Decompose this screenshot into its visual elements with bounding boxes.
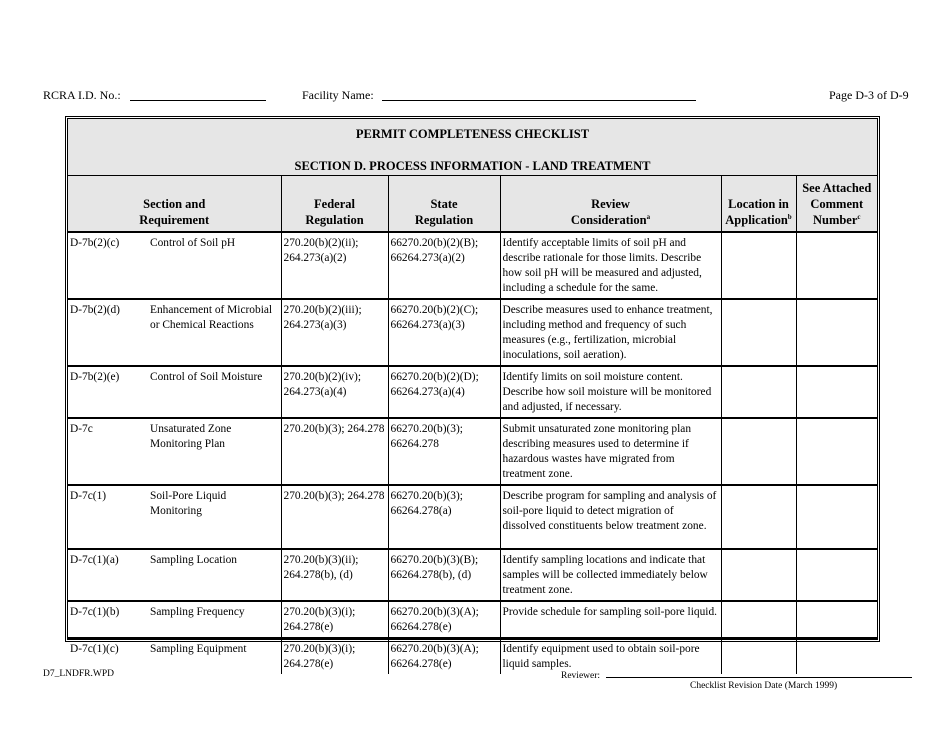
checklist-title-block [68, 119, 877, 176]
requirement-cell [68, 485, 281, 549]
facility-name-field [302, 88, 696, 103]
state-regulation-cell: 66270.20(b)(3); 66264.278(a) [388, 485, 500, 549]
table-header-row [68, 176, 877, 232]
federal-regulation-cell: 270.20(b)(3)(ii); 264.278(b), (d) [281, 549, 388, 601]
state-regulation-cell: 66270.20(b)(2)(D); 66264.273(a)(4) [388, 366, 500, 418]
requirement-name: Enhancement of Microbial or Chemical Reactions [150, 304, 273, 331]
section-code: D-7b(2)(d) [70, 304, 120, 316]
checklist-table [68, 176, 877, 674]
file-name: D7_LNDFR.WPD [43, 669, 114, 679]
federal-regulation-cell: 270.20(b)(2)(iv); 264.273(a)(4) [281, 366, 388, 418]
state-regulation-cell: 66270.20(b)(3); 66264.278 [388, 418, 500, 485]
comment-number-cell[interactable] [796, 549, 877, 601]
requirement-name: Sampling Frequency [150, 606, 245, 618]
requirement-cell [68, 366, 281, 418]
review-consideration-cell: Identify acceptable limits of soil pH and describe rationale for those limits. Describe how soil pH will be measured and adjusted, including a schedule for the same. [500, 232, 721, 299]
location-cell[interactable] [721, 549, 796, 601]
location-cell[interactable] [721, 232, 796, 299]
review-consideration-cell: Submit unsaturated zone monitoring plan describing measures used to determine if hazardous wastes have migrated from treatment zone. [500, 418, 721, 485]
state-regulation-cell: 66270.20(b)(3)(A); 66264.278(e) [388, 638, 500, 674]
review-consideration-cell: Identify equipment used to obtain soil-pore liquid samples. [500, 638, 721, 674]
requirement-name: Unsaturated Zone Monitoring Plan [150, 423, 232, 450]
comment-number-cell[interactable] [796, 418, 877, 485]
federal-regulation-cell: 270.20(b)(2)(ii); 264.273(a)(2) [281, 232, 388, 299]
table-row [68, 232, 877, 299]
review-consideration-cell: Describe measures used to enhance treatment, including method and frequency of such measures (e.g., fertilization, microbial inoculations, soil aeration). [500, 299, 721, 366]
col-review-consideration: Review Consideration$^a$ [500, 176, 721, 232]
review-consideration-cell: Provide schedule for sampling soil-pore liquid. [500, 601, 721, 638]
location-cell[interactable] [721, 366, 796, 418]
table-row [68, 299, 877, 366]
col-location-in-application: Location in Application$^b$ [721, 176, 796, 232]
reviewer-label: Reviewer: [561, 671, 601, 681]
requirement-name: Control of Soil Moisture [150, 371, 263, 383]
comment-number-cell[interactable] [796, 299, 877, 366]
requirement-name: Sampling Location [150, 554, 237, 566]
state-regulation-cell: 66270.20(b)(2)(B); 66264.273(a)(2) [388, 232, 500, 299]
review-consideration-cell: Identify sampling locations and indicate that samples will be collected immediately below treatment zone. [500, 549, 721, 601]
requirement-name: Control of Soil pH [150, 237, 236, 249]
page-number: Page D-3 of D-9 [829, 88, 909, 102]
section-code: D-7b(2)(e) [70, 371, 120, 383]
section-code: D-7c(1)(b) [70, 606, 120, 618]
comment-number-cell[interactable] [796, 485, 877, 549]
location-cell[interactable] [721, 485, 796, 549]
state-regulation-cell: 66270.20(b)(3)(B); 66264.278(b), (d) [388, 549, 500, 601]
requirement-cell [68, 549, 281, 601]
section-code: D-7c(1)(c) [70, 643, 119, 655]
rcra-id-field [43, 88, 266, 103]
table-row [68, 366, 877, 418]
location-cell[interactable] [721, 418, 796, 485]
checklist-title: PERMIT COMPLETENESS CHECKLIST [355, 127, 590, 141]
rcra-id-blank[interactable] [130, 89, 266, 101]
requirement-name: Soil-Pore Liquid Monitoring [150, 490, 227, 517]
federal-regulation-cell: 270.20(b)(3); 264.278 [281, 418, 388, 485]
table-row [68, 601, 877, 638]
federal-regulation-cell: 270.20(b)(3)(i); 264.278(e) [281, 638, 388, 674]
federal-regulation-cell: 270.20(b)(3); 264.278 [281, 485, 388, 549]
requirement-name: Sampling Equipment [150, 643, 247, 655]
col-federal-regulation: Federal Regulation [281, 176, 388, 232]
location-cell[interactable] [721, 601, 796, 638]
federal-regulation-cell: 270.20(b)(2)(iii); 264.273(a)(3) [281, 299, 388, 366]
rcra-id-label: RCRA I.D. No.: [43, 88, 121, 102]
review-consideration-cell: Describe program for sampling and analysis of soil-pore liquid to detect migration of dissolved constituents below treatment zone. [500, 485, 721, 549]
revision-date: Checklist Revision Date (March 1999) [690, 681, 838, 691]
section-code: D-7c(1)(a) [70, 554, 119, 566]
col-state-regulation: State Regulation [388, 176, 500, 232]
requirement-cell [68, 232, 281, 299]
col-section-requirement: Section and Requirement [68, 176, 281, 232]
section-code: D-7c [70, 423, 93, 435]
state-regulation-cell: 66270.20(b)(2)(C); 66264.273(a)(3) [388, 299, 500, 366]
requirement-cell [68, 601, 281, 638]
section-title: SECTION D. PROCESS INFORMATION - LAND TREATMENT [294, 159, 651, 173]
federal-regulation-cell: 270.20(b)(3)(i); 264.278(e) [281, 601, 388, 638]
location-cell[interactable] [721, 299, 796, 366]
table-row [68, 418, 877, 485]
reviewer-field [561, 669, 912, 681]
comment-number-cell[interactable] [796, 601, 877, 638]
review-consideration-cell: Identify limits on soil moisture content. Describe how soil moisture will be monitored and adjusted, if necessary. [500, 366, 721, 418]
reviewer-blank[interactable] [606, 669, 912, 678]
comment-number-cell[interactable] [796, 232, 877, 299]
checklist-table-frame [65, 116, 880, 670]
comment-number-cell[interactable] [796, 366, 877, 418]
requirement-cell [68, 299, 281, 366]
section-code: D-7c(1) [70, 490, 107, 502]
state-regulation-cell: 66270.20(b)(3)(A); 66264.278(e) [388, 601, 500, 638]
table-row [68, 549, 877, 601]
facility-name-blank[interactable] [382, 89, 696, 101]
facility-name-label: Facility Name: [302, 88, 374, 102]
section-code: D-7b(2)(c) [70, 237, 120, 249]
table-row [68, 485, 877, 549]
requirement-cell [68, 418, 281, 485]
col-comment-number: See Attached Comment Number$^c$ [796, 176, 877, 232]
